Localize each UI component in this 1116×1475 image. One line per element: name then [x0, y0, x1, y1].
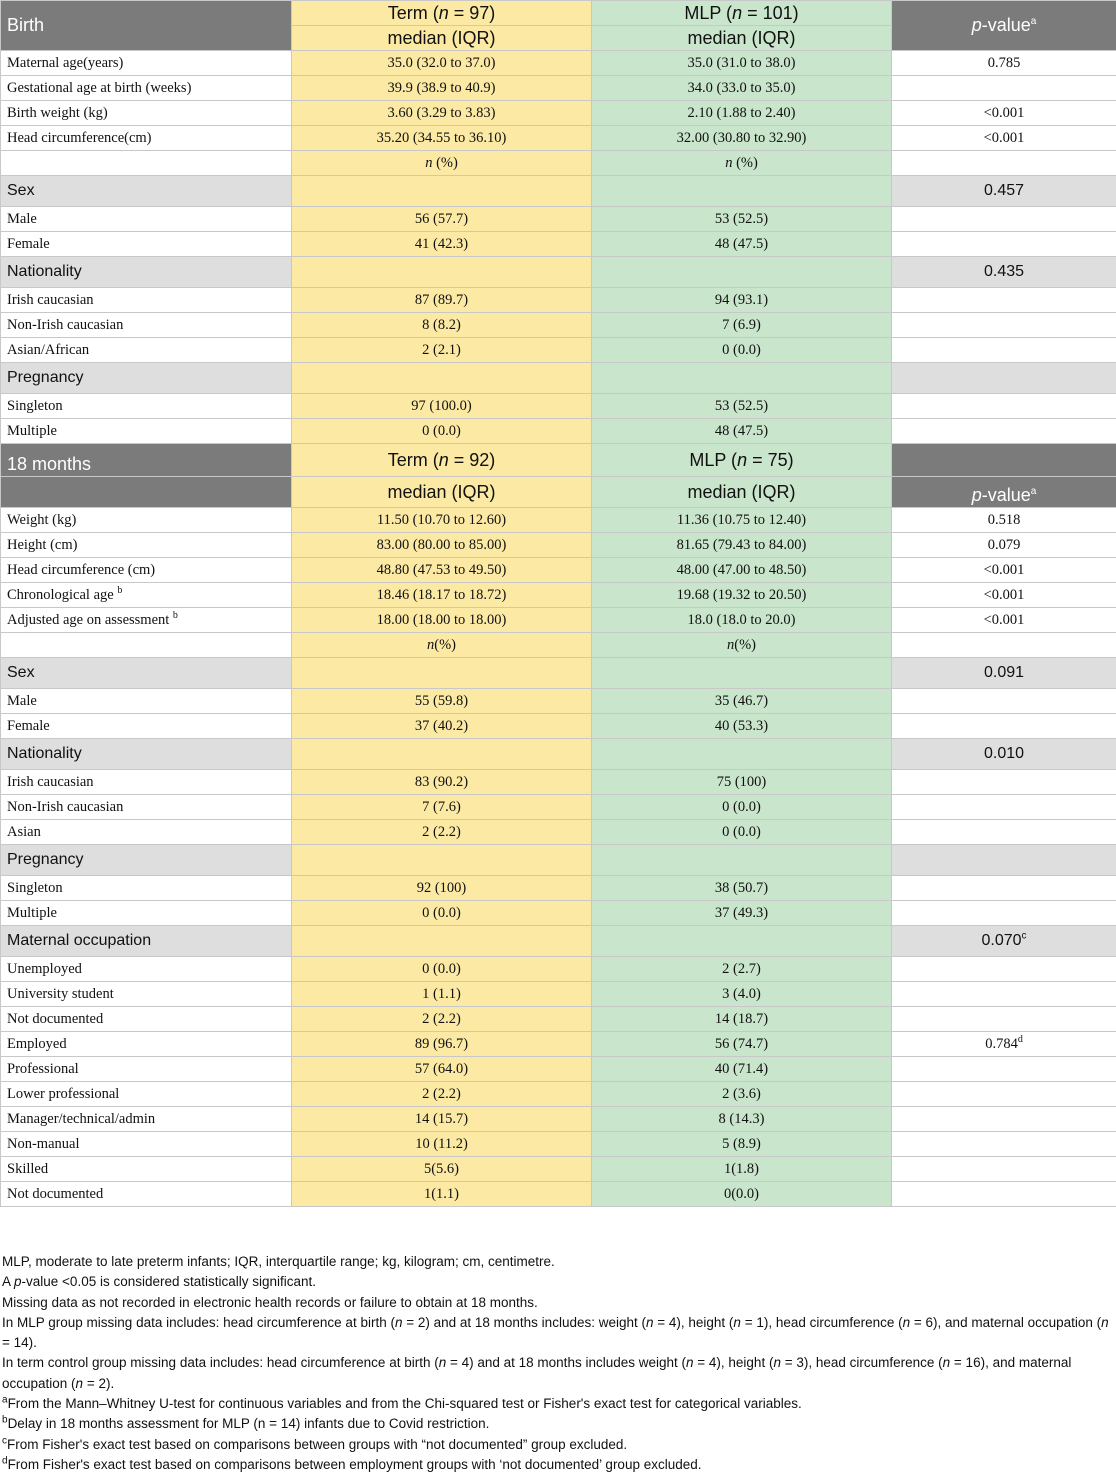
row-label: Multiple	[1, 419, 292, 444]
table-row	[1, 982, 1116, 1007]
p-value	[892, 338, 1116, 363]
term-npct: n (%)	[292, 151, 592, 176]
row-label: Height (cm)	[1, 533, 292, 558]
footnote-mlp-missing: In MLP group missing data includes: head circumference at birth (n = 2) and at 18 months includes: weight (n = 4), height (n = 1), head circumference (n = 6), and maternal occupation (n = 14).	[2, 1313, 1112, 1354]
mlp-value: 0 (0.0)	[592, 820, 892, 845]
row-label: Head circumference(cm)	[1, 126, 292, 151]
p-value: <0.001	[892, 583, 1116, 608]
term-value: 0 (0.0)	[292, 419, 592, 444]
p-value	[892, 770, 1116, 795]
table-row	[1, 419, 1116, 444]
term-value: 83.00 (80.00 to 85.00)	[292, 533, 592, 558]
term-value: 14 (15.7)	[292, 1107, 592, 1132]
m18-term-stat: median (IQR)	[292, 477, 592, 508]
p-value	[892, 151, 1116, 176]
birth-sex-section-row	[1, 176, 1116, 207]
term-value	[292, 363, 592, 394]
term-value: 35.20 (34.55 to 36.10)	[292, 126, 592, 151]
mlp-value: 0 (0.0)	[592, 795, 892, 820]
p-value	[892, 232, 1116, 257]
term-value: 0 (0.0)	[292, 957, 592, 982]
m18-pregnancy-section-row	[1, 845, 1116, 876]
p-value	[892, 1132, 1116, 1157]
table-row	[1, 901, 1116, 926]
term-value	[292, 845, 592, 876]
term-value: 1 (1.1)	[292, 982, 592, 1007]
p-value	[892, 820, 1116, 845]
p-value	[892, 76, 1116, 101]
mlp-value: 48 (47.5)	[592, 419, 892, 444]
p-value	[892, 957, 1116, 982]
mlp-value	[592, 926, 892, 957]
p-value: <0.001	[892, 558, 1116, 583]
mlp-value: 11.36 (10.75 to 12.40)	[592, 508, 892, 533]
table-row	[1, 876, 1116, 901]
p-value	[892, 982, 1116, 1007]
birth-header-row	[1, 1, 1116, 26]
row-label: Unemployed	[1, 957, 292, 982]
row-label: Asian/African	[1, 338, 292, 363]
table-row	[1, 1182, 1116, 1207]
mlp-value: 18.0 (18.0 to 20.0)	[592, 608, 892, 633]
term-value: 97 (100.0)	[292, 394, 592, 419]
footnote-b: $^b$Delay in 18 months assessment for MLP (n = 14) infants due to Covid restriction.	[2, 1414, 1112, 1434]
term-value: 10 (11.2)	[292, 1132, 592, 1157]
row-label: Irish caucasian	[1, 288, 292, 313]
p-value: <0.001	[892, 126, 1116, 151]
term-value: 18.46 (18.17 to 18.72)	[292, 583, 592, 608]
row-label: Female	[1, 714, 292, 739]
term-value: 2 (2.2)	[292, 1082, 592, 1107]
birth-nationality-section-row	[1, 257, 1116, 288]
m18-occupation-p-value: 0.070$^c$	[892, 926, 1116, 957]
row-label	[1, 633, 292, 658]
row-label: Not documented	[1, 1007, 292, 1032]
table-row	[1, 207, 1116, 232]
birth-term-header: Term (n = 97)	[292, 1, 592, 26]
term-value: 8 (8.2)	[292, 313, 592, 338]
table-row	[1, 714, 1116, 739]
term-value: 87 (89.7)	[292, 288, 592, 313]
table-row	[1, 1082, 1116, 1107]
birth-pregnancy-section-row	[1, 363, 1116, 394]
mlp-value: 3 (4.0)	[592, 982, 892, 1007]
mlp-value	[592, 257, 892, 288]
mlp-npct: n(%)	[592, 633, 892, 658]
table-row	[1, 1157, 1116, 1182]
footnote-significance: A p-value <0.05 is considered statistically significant.	[2, 1272, 1112, 1292]
m18-section-title: 18 months	[1, 444, 292, 477]
table-row	[1, 1032, 1116, 1057]
m18-pregnancy-label: Pregnancy	[1, 845, 292, 876]
m18-nationality-p-value: 0.010	[892, 739, 1116, 770]
m18-term-header: Term (n = 92)	[292, 444, 592, 477]
m18-sex-p-value: 0.091	[892, 658, 1116, 689]
mlp-value: 19.68 (19.32 to 20.50)	[592, 583, 892, 608]
birth-pvalue-header: p-value$^a$	[892, 1, 1116, 51]
row-label: Male	[1, 689, 292, 714]
birth-term-stat: median (IQR)	[292, 26, 592, 51]
row-label: Non-Irish caucasian	[1, 795, 292, 820]
term-value: 2 (2.2)	[292, 1007, 592, 1032]
term-value: 92 (100)	[292, 876, 592, 901]
mlp-value: 53 (52.5)	[592, 394, 892, 419]
mlp-value	[592, 176, 892, 207]
table-row	[1, 288, 1116, 313]
term-value: 7 (7.6)	[292, 795, 592, 820]
mlp-value: 2 (3.6)	[592, 1082, 892, 1107]
m18-mlp-stat: median (IQR)	[592, 477, 892, 508]
mlp-value: 8 (14.3)	[592, 1107, 892, 1132]
m18-pvalue-header: p-value$^a$	[892, 477, 1116, 508]
term-value: 37 (40.2)	[292, 714, 592, 739]
m18-header-row	[1, 444, 1116, 477]
term-value: 5(5.6)	[292, 1157, 592, 1182]
mlp-value	[592, 739, 892, 770]
row-label: Male	[1, 207, 292, 232]
term-value: 3.60 (3.29 to 3.83)	[292, 101, 592, 126]
row-label: Non-Irish caucasian	[1, 313, 292, 338]
footnote-c: $^c$From Fisher's exact test based on comparisons between groups with “not documented” group excluded.	[2, 1435, 1112, 1455]
row-label: Multiple	[1, 901, 292, 926]
mlp-value: 2 (2.7)	[592, 957, 892, 982]
term-value	[292, 739, 592, 770]
mlp-value: 56 (74.7)	[592, 1032, 892, 1057]
m18-occupation-label: Maternal occupation	[1, 926, 292, 957]
m18-occupation-section-row	[1, 926, 1116, 957]
term-value: 2 (2.2)	[292, 820, 592, 845]
row-label: Weight (kg)	[1, 508, 292, 533]
row-label: Adjusted age on assessment $^b$	[1, 608, 292, 633]
mlp-value: 53 (52.5)	[592, 207, 892, 232]
row-label: Gestational age at birth (weeks)	[1, 76, 292, 101]
m18-sex-label: Sex	[1, 658, 292, 689]
m18-mlp-header: MLP (n = 75)	[592, 444, 892, 477]
mlp-value: 2.10 (1.88 to 2.40)	[592, 101, 892, 126]
term-value: 48.80 (47.53 to 49.50)	[292, 558, 592, 583]
table-row	[1, 1132, 1116, 1157]
p-value	[892, 1007, 1116, 1032]
row-label: Irish caucasian	[1, 770, 292, 795]
table-row	[1, 689, 1116, 714]
term-value	[292, 257, 592, 288]
table-footnotes	[2, 1252, 1112, 1475]
p-value	[892, 689, 1116, 714]
row-label: Skilled	[1, 1157, 292, 1182]
m18-nationality-label: Nationality	[1, 739, 292, 770]
mlp-value: 34.0 (33.0 to 35.0)	[592, 76, 892, 101]
term-value: 18.00 (18.00 to 18.00)	[292, 608, 592, 633]
row-label: Non-manual	[1, 1132, 292, 1157]
row-label: Singleton	[1, 394, 292, 419]
term-value: 41 (42.3)	[292, 232, 592, 257]
mlp-value: 14 (18.7)	[592, 1007, 892, 1032]
term-npct: n(%)	[292, 633, 592, 658]
p-value	[892, 795, 1116, 820]
table-row	[1, 1107, 1116, 1132]
birth-mlp-stat: median (IQR)	[592, 26, 892, 51]
row-label: Asian	[1, 820, 292, 845]
table-row	[1, 770, 1116, 795]
footnote-d: $^d$From Fisher's exact test based on comparisons between employment groups with ‘not documented’ group excluded.	[2, 1455, 1112, 1475]
p-value: 0.785	[892, 51, 1116, 76]
row-label: Professional	[1, 1057, 292, 1082]
mlp-value: 1(1.8)	[592, 1157, 892, 1182]
m18-pregnancy-p-value	[892, 845, 1116, 876]
mlp-value	[592, 845, 892, 876]
term-value: 35.0 (32.0 to 37.0)	[292, 51, 592, 76]
table-row	[1, 232, 1116, 257]
mlp-value: 7 (6.9)	[592, 313, 892, 338]
row-label: University student	[1, 982, 292, 1007]
m18-pvalue-blank	[892, 444, 1116, 477]
birth-npct-row	[1, 151, 1116, 176]
table-row	[1, 338, 1116, 363]
term-value: 55 (59.8)	[292, 689, 592, 714]
p-value	[892, 1107, 1116, 1132]
birth-pregnancy-label: Pregnancy	[1, 363, 292, 394]
mlp-npct: n (%)	[592, 151, 892, 176]
term-value	[292, 176, 592, 207]
p-value	[892, 876, 1116, 901]
mlp-value: 0 (0.0)	[592, 338, 892, 363]
p-value	[892, 207, 1116, 232]
table-row	[1, 558, 1116, 583]
term-value: 39.9 (38.9 to 40.9)	[292, 76, 592, 101]
row-label: Employed	[1, 1032, 292, 1057]
p-value	[892, 419, 1116, 444]
mlp-value	[592, 658, 892, 689]
table-row	[1, 508, 1116, 533]
row-label: Female	[1, 232, 292, 257]
mlp-value: 35.0 (31.0 to 38.0)	[592, 51, 892, 76]
mlp-value: 37 (49.3)	[592, 901, 892, 926]
table-row	[1, 1057, 1116, 1082]
mlp-value	[592, 363, 892, 394]
table-row	[1, 583, 1116, 608]
mlp-value: 94 (93.1)	[592, 288, 892, 313]
p-value: <0.001	[892, 608, 1116, 633]
mlp-value: 5 (8.9)	[592, 1132, 892, 1157]
table-row	[1, 76, 1116, 101]
footnote-missing: Missing data as not recorded in electronic health records or failure to obtain at 18 months.	[2, 1293, 1112, 1313]
p-value	[892, 288, 1116, 313]
p-value	[892, 313, 1116, 338]
term-value: 2 (2.1)	[292, 338, 592, 363]
term-value: 83 (90.2)	[292, 770, 592, 795]
table-row	[1, 126, 1116, 151]
p-value	[892, 1157, 1116, 1182]
table-row	[1, 101, 1116, 126]
p-value	[892, 633, 1116, 658]
row-label: Lower professional	[1, 1082, 292, 1107]
table-row	[1, 1007, 1116, 1032]
mlp-value: 40 (71.4)	[592, 1057, 892, 1082]
row-label: Chronological age $^b$	[1, 583, 292, 608]
mlp-value: 40 (53.3)	[592, 714, 892, 739]
mlp-value: 48.00 (47.00 to 48.50)	[592, 558, 892, 583]
birth-sex-p-value: 0.457	[892, 176, 1116, 207]
m18-sex-section-row	[1, 658, 1116, 689]
row-label: Maternal age(years)	[1, 51, 292, 76]
p-value	[892, 1057, 1116, 1082]
mlp-value: 48 (47.5)	[592, 232, 892, 257]
mlp-value: 75 (100)	[592, 770, 892, 795]
p-value	[892, 394, 1116, 419]
mlp-value: 32.00 (30.80 to 32.90)	[592, 126, 892, 151]
mlp-value: 38 (50.7)	[592, 876, 892, 901]
term-value	[292, 926, 592, 957]
row-label: Singleton	[1, 876, 292, 901]
row-label: Manager/technical/admin	[1, 1107, 292, 1132]
p-value: 0.784$^d$	[892, 1032, 1116, 1057]
row-label	[1, 151, 292, 176]
mlp-value: 35 (46.7)	[592, 689, 892, 714]
birth-section-title: Birth	[1, 1, 292, 51]
row-label: Head circumference (cm)	[1, 558, 292, 583]
p-value: 0.079	[892, 533, 1116, 558]
term-value: 89 (96.7)	[292, 1032, 592, 1057]
table-row	[1, 957, 1116, 982]
table-row	[1, 608, 1116, 633]
p-value	[892, 1182, 1116, 1207]
birth-sex-label: Sex	[1, 176, 292, 207]
footnote-abbreviations: MLP, moderate to late preterm infants; IQR, interquartile range; kg, kilogram; cm, centimetre.	[2, 1252, 1112, 1272]
p-value	[892, 901, 1116, 926]
term-value: 0 (0.0)	[292, 901, 592, 926]
mlp-value: 0(0.0)	[592, 1182, 892, 1207]
p-value: <0.001	[892, 101, 1116, 126]
term-value: 11.50 (10.70 to 12.60)	[292, 508, 592, 533]
table-row	[1, 795, 1116, 820]
row-label: Not documented	[1, 1182, 292, 1207]
footnote-term-missing: In term control group missing data includes: head circumference at birth (n = 4) and at 18 months includes weight (n = 4), height (n = 3), head circumference (n = 16), and maternal occupation (n = 2).	[2, 1353, 1112, 1394]
footnote-a: $^a$From the Mann–Whitney U-test for continuous variables and from the Chi-squared test or Fisher's exact test for categorical variables.	[2, 1394, 1112, 1414]
table-row	[1, 313, 1116, 338]
table-row	[1, 820, 1116, 845]
mlp-value: 81.65 (79.43 to 84.00)	[592, 533, 892, 558]
p-value	[892, 714, 1116, 739]
table-row	[1, 394, 1116, 419]
birth-mlp-header: MLP (n = 101)	[592, 1, 892, 26]
p-value	[892, 1082, 1116, 1107]
p-value: 0.518	[892, 508, 1116, 533]
term-value: 57 (64.0)	[292, 1057, 592, 1082]
m18-nationality-section-row	[1, 739, 1116, 770]
row-label: Birth weight (kg)	[1, 101, 292, 126]
term-value	[292, 658, 592, 689]
table-row	[1, 51, 1116, 76]
term-value: 56 (57.7)	[292, 207, 592, 232]
table-row	[1, 533, 1116, 558]
m18-section-blank	[1, 477, 292, 508]
birth-pregnancy-p-value	[892, 363, 1116, 394]
birth-nationality-p-value: 0.435	[892, 257, 1116, 288]
birth-nationality-label: Nationality	[1, 257, 292, 288]
m18-npct-row	[1, 633, 1116, 658]
m18-stat-row	[1, 477, 1116, 508]
term-value: 1(1.1)	[292, 1182, 592, 1207]
